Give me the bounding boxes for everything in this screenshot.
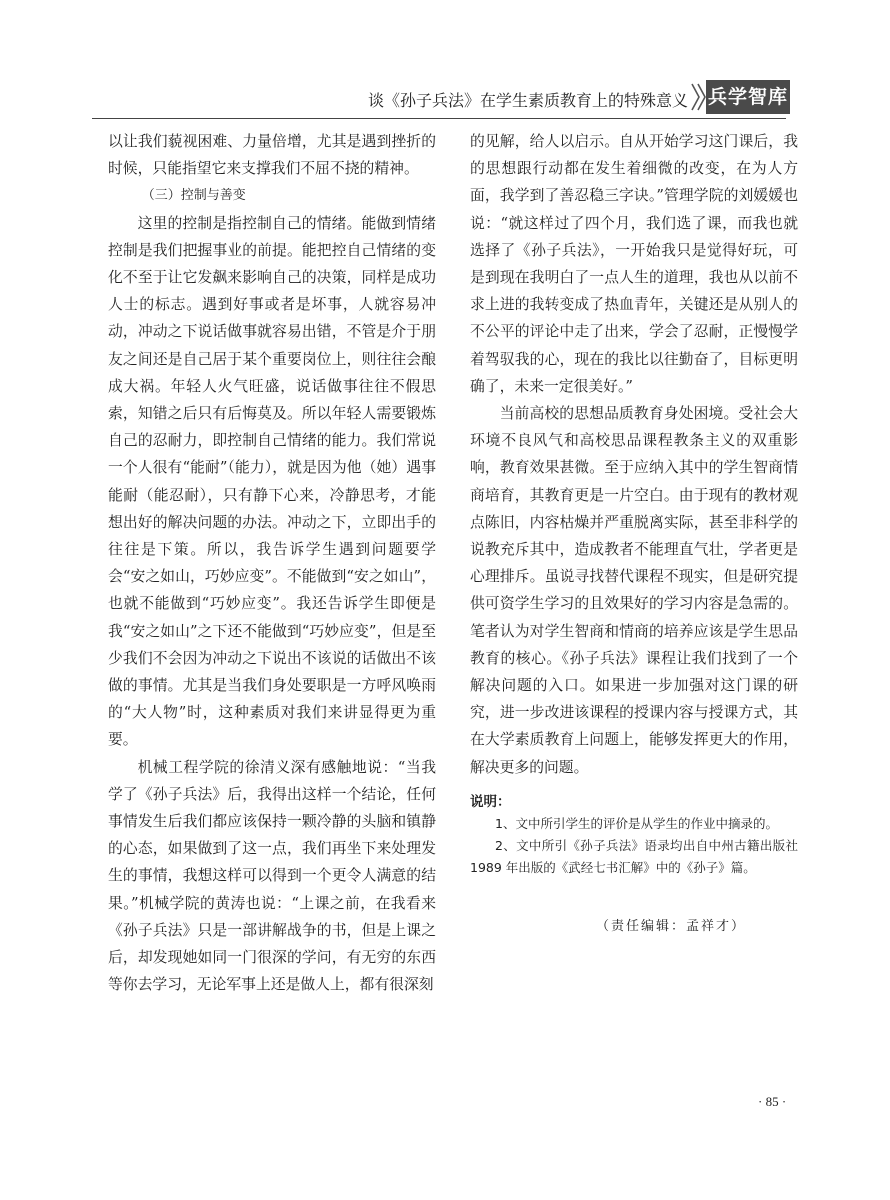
notes-section [470, 791, 798, 879]
section-badge: 兵学智库 [706, 80, 790, 114]
note-item: 2、文中所引《孙子兵法》语录均出自中州古籍出版社 1989 年出版的《武经七书汇解》中的《孙子》篇。 [470, 837, 798, 875]
paragraph: 这里的控制是指控制自己的情绪。能做到情绪控制是我们把握事业的前提。能把控自己情绪的变化不至于让它发飙来影响自己的决策，同样是成功人士的标志。遇到好事或者是坏事，人就容易冲动，冲动之下说话做事就容易出错，不管是介于朋友之间还是自己居于某个重要岗位上，则往往会酿成大祸。年轻人火气旺盛，说话做事往往不假思索，知错之后只有后悔莫及。所以年轻人需要锻炼自己的忍耐力，即控制自己情绪的能力。我们常说一个人很有“能耐”（能力），就是因为他（她）遇事能耐（能忍耐），只有静下心来，冷静思考，才能想出好的解决问题的办法。冲动之下，立即出手的往往是下策。所以，我告诉学生遇到问题要学会“安之如山，巧妙应变”。不能做到“安之如山”，也就不能做到“巧妙应变”。我还告诉学生即便是我“安之如山”之下还不能做到“巧妙应变”，但是至少我们不会因为冲动之下说出不该说的话做出不该做的事情。尤其是当我们身处要职是一方呼风唤雨的“大人物”时，这种素质对我们来讲显得更为重要。 [108, 214, 436, 749]
note-item: 1、文中所引学生的评价是从学生的作业中摘录的。 [495, 815, 778, 831]
section-subheading: （三）控制与善变 [141, 188, 246, 204]
right-column [470, 128, 798, 940]
header-rule [92, 118, 786, 119]
responsible-editor: （责任编辑：孟祥才） [595, 918, 746, 934]
paragraph: 以让我们藐视困难、力量倍增，尤其是遇到挫折的时候，只能指望它来支撑我们不屈不挠的精神。 [108, 133, 436, 178]
paragraph: 机械工程学院的徐清义深有感触地说：“当我学了《孙子兵法》后，我得出这样一个结论，任何事情发生后我们都应该保持一颗冷静的头脑和镇静的心态，如果做到了这一点，我们再坐下来处理发生的事情，我想这样可以得到一个更令人满意的结果。”机械学院的黄涛也说：“上课之前，在我看来《孙子兵法》只是一部讲解战争的书，但是上课之后，却发现她如同一门很深的学问，有无穷的东西等你去学习，无论军事上还是做人上，都有很深刻 [108, 758, 436, 994]
notes-title: 说明： [470, 793, 511, 810]
page-number: · 85 · [758, 1094, 787, 1109]
left-column [108, 128, 436, 999]
paragraph: 当前高校的思想品质教育身处困境。受社会大环境不良风气和高校思品课程教条主义的双重影响，教育效果甚微。至于应纳入其中的学生智商情商培育，其教育更是一片空白。由于现有的教材观点陈旧，内容枯燥并严重脱离实际，甚至非科学的说教充斥其中，造成教者不能理直气壮，学者更是心理排斥。虽说寻找替代课程不现实，但是研究提供可资学生学习的且效果好的学习内容是急需的。笔者认为对学生智商和情商的培养应该是学生思品教育的核心。《孙子兵法》课程让我们找到了一个解决问题的入口。如果进一步加强对这门课的研究，进一步改进该课程的授课内容与授课方式，其在大学素质教育上问题上，能够发挥更大的作用，解决更多的问题。 [470, 405, 798, 776]
header-article-title: 谈《孙子兵法》在学生素质教育上的特殊意义 [367, 91, 688, 110]
paragraph: 的见解，给人以启示。自从开始学习这门课后，我的思想跟行动都在发生着细微的改变，在为人方面，我学到了善忍稳三字诀。”管理学院的刘媛媛也说：“就这样过了四个月，我们选了课，而我也就选择了《孙子兵法》，一开始我只是觉得好玩，可是到现在我明白了一点人生的道理，我也从以前不求上进的我转变成了热血青年，关键还是从别人的不公平的评论中走了出来，学会了忍耐，正慢慢学着驾驭我的心，现在的我比以往勤奋了，目标更明确了，未来一定很美好。” [470, 133, 798, 395]
running-header [0, 80, 890, 124]
